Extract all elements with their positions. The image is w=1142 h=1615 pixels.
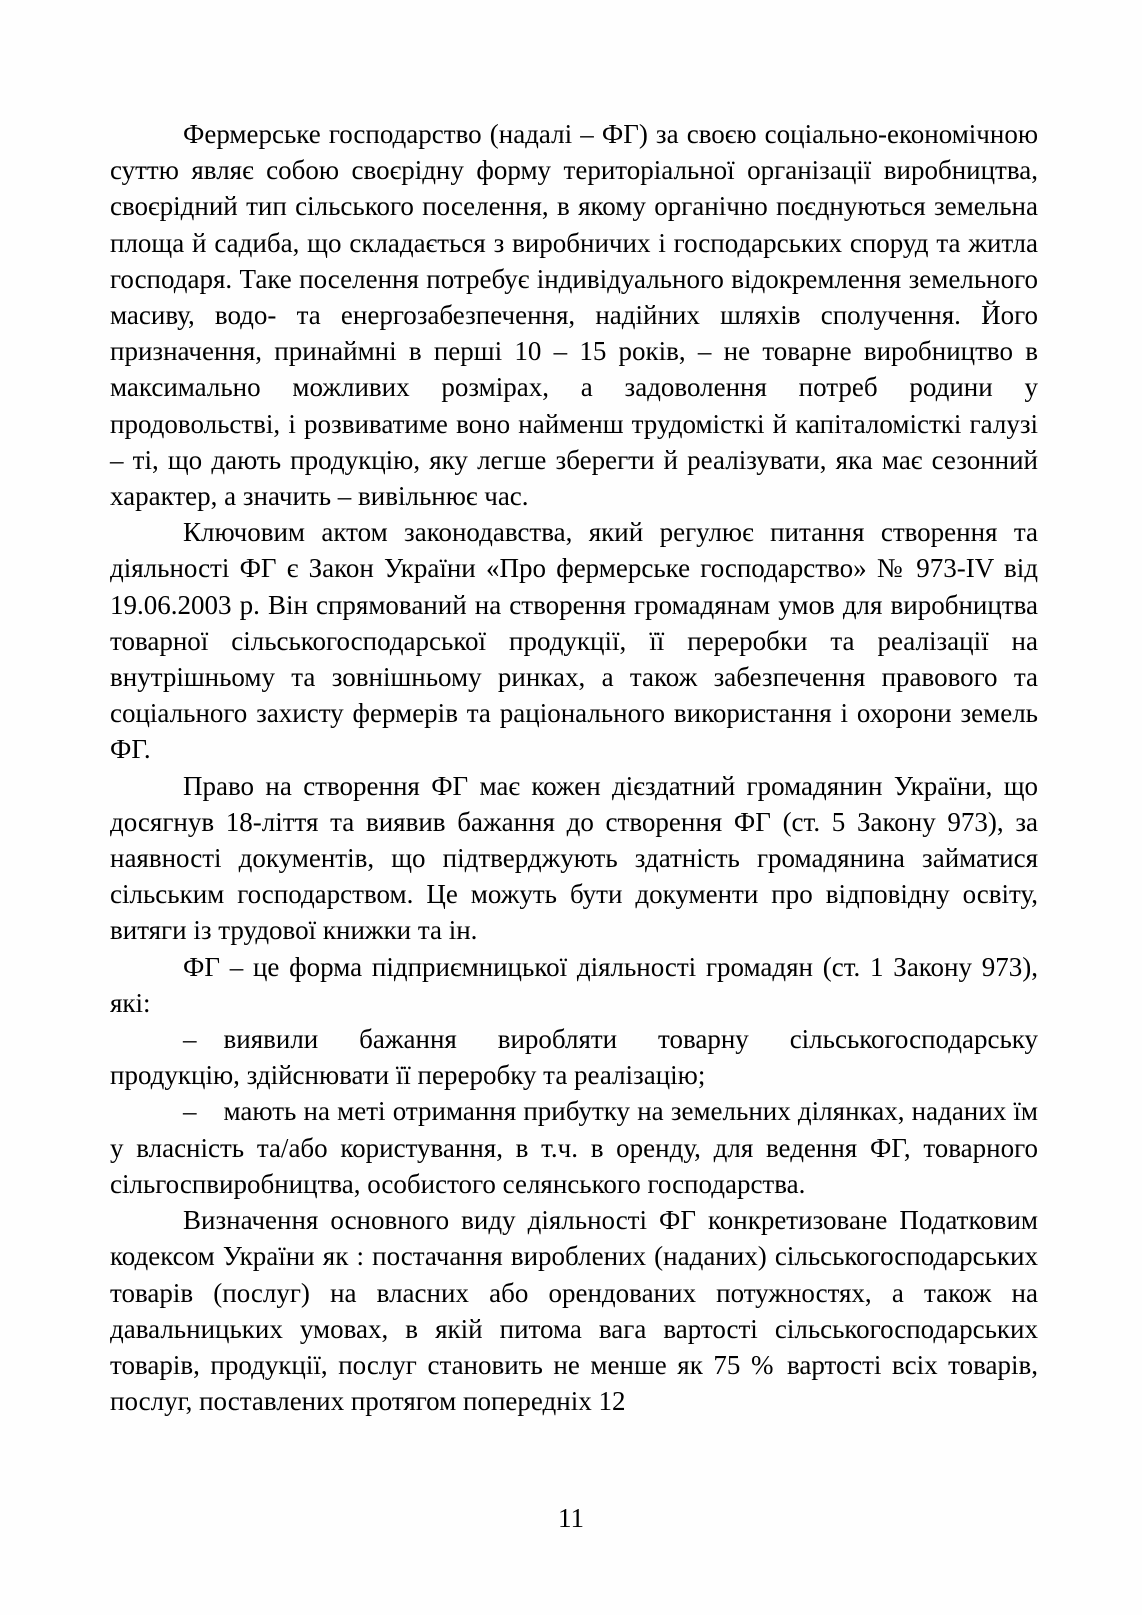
- paragraph-intro-farm-enterprise: Фермерське господарство (надалі – ФГ) за своєю соціально-економічною суттю являє собою своєрідну форму територіальної організації виробництва, своєрідний тип сільського поселення, в якому органічно поєднуються земельна площа й садиба, що складається з виробничих і господарських споруд та житла господаря. Таке поселення потребує індивідуального відокремлення земельного масиву, водо- та енергозабезпечення, надійних шляхів сполучення. Його призначення, принаймні в перші 10 – 15 років, – не товарне виробництво в максимально можливих розмірах, а задоволення потреб родини у продовольстві, і розвиватиме воно найменш трудомісткі й капіталомісткі галузі – ті, що дають продукцію, яку легше зберегти й реалізувати, яка має сезонний характер, а значить – вивільнює час.: [110, 119, 1038, 512]
- paragraph-tax-code-definition: Визначення основного виду діяльності ФГ конкретизоване Податковим кодексом України як : постачання вироблених (наданих) сільськогосподарських товарів (послуг) на власних або орендованих потужностях, а також на давальницьких умовах, в якій питома вага вартості сільськогосподарських товарів, продукції, послуг становить не менше як 75 % вартості всіх товарів, послуг, поставлених протягом попередніх 12: [110, 1205, 1038, 1417]
- list-item-desire-to-produce: – виявили бажання виробляти товарну сільськогосподарську продукцію, здійснювати її переробку та реалізацію;: [110, 1024, 1038, 1091]
- page-number: 11: [558, 1503, 584, 1533]
- list-item-profit-goal: – мають на меті отримання прибутку на земельних ділянках, наданих їм у власність та/або користування, в т.ч. в оренду, для ведення ФГ, товарного сільгоспвиробництва, особистого селянського господарства.: [110, 1096, 1038, 1199]
- text-block: [110, 116, 1038, 1419]
- paragraph-key-law: Ключовим актом законодавства, який регулює питання створення та діяльності ФГ є Закон України «Про фермерське господарство» № 973-IV від 19.06.2003 р. Він спрямований на створення громадянам умов для виробництва товарної сільськогосподарської продукції, її переробки та реалізації на внутрішньому та зовнішньому ринках, а також забезпечення правового та соціального захисту фермерів та раціонального використання і охорони земель ФГ.: [110, 517, 1038, 765]
- paragraph-fg-definition: ФГ – це форма підприємницької діяльності громадян (ст. 1 Закону 973), які:: [110, 951, 1038, 1018]
- paragraph-right-to-create: Право на створення ФГ має кожен дієздатний громадянин України, що досягнув 18-ліття та виявив бажання до створення ФГ (ст. 5 Закону 973), за наявності документів, що підтверджують здатність громадянина займатися сільським господарством. Це можуть бути документи про відповідну освіту, витяги із трудової книжки та ін.: [110, 770, 1038, 946]
